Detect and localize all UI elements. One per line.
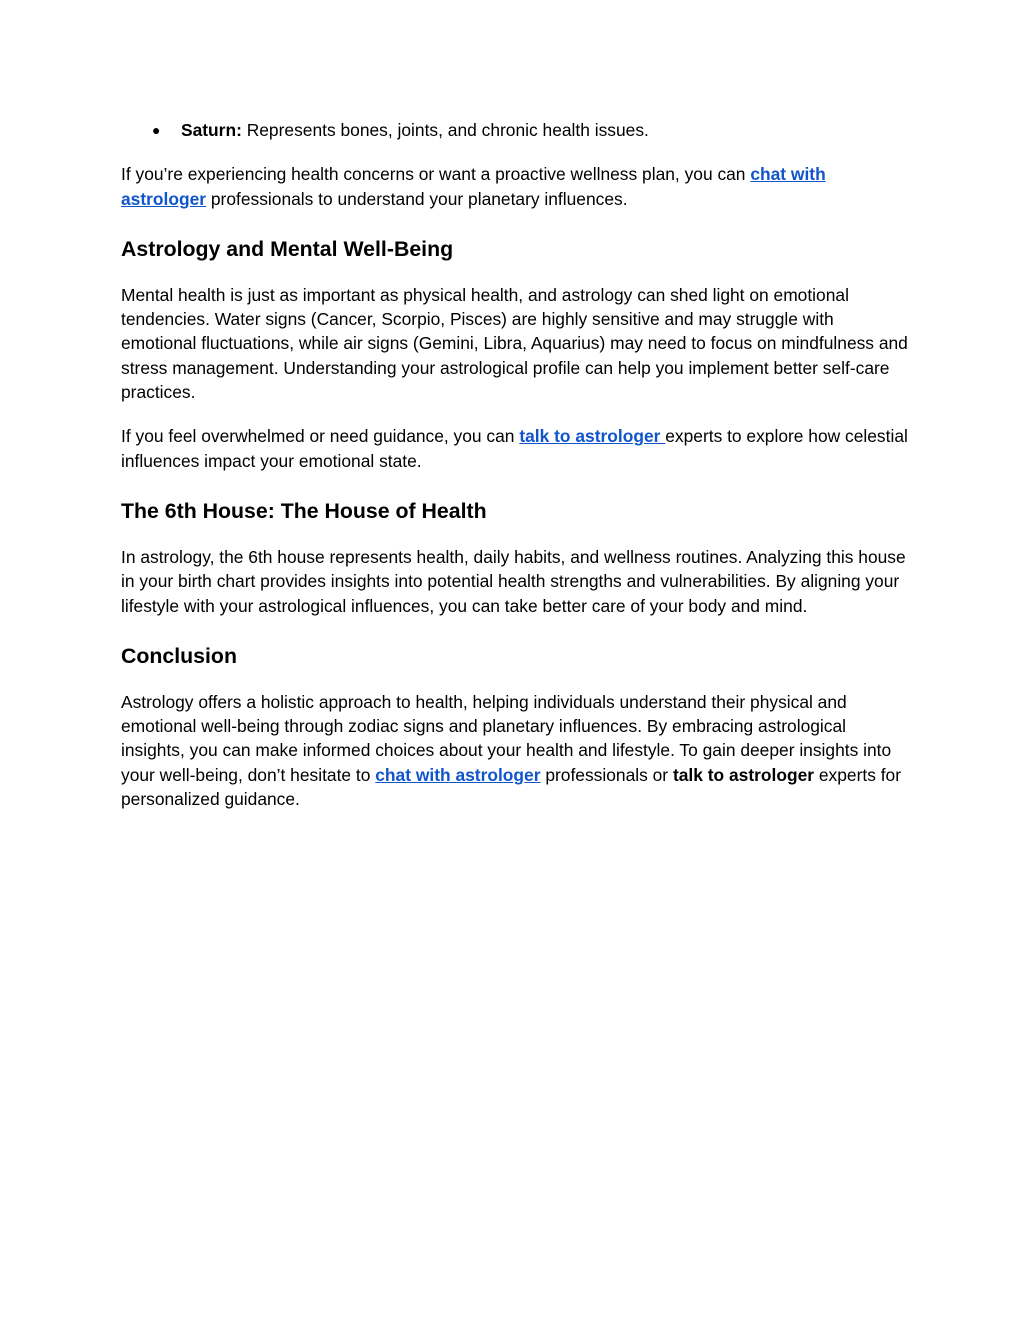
chat-with-astrologer-link[interactable]: chat with astrologer — [121, 164, 826, 209]
section-heading-conclusion: Conclusion — [121, 643, 237, 668]
paragraph-text: professionals to understand your planetary influences. — [206, 188, 628, 209]
paragraph-text: If you’re experiencing health concerns or want a proactive wellness plan, you can — [121, 164, 751, 185]
list-item-label: Saturn: — [181, 120, 242, 140]
talk-to-astrologer-link[interactable]: talk to astrologer — [519, 426, 666, 447]
paragraph-text: Astrology offers a holistic approach to health, helping individuals understand their physical and emotional well-being through zodiac signs and planetary influences. By embracing astrological insights, you can make informed choices about your health and lifestyle. To gain deeper insights into your well-being, don’t hesitate to — [121, 691, 892, 785]
planet-list — [121, 118, 911, 142]
bullet-icon: ● — [152, 122, 161, 138]
paragraph-6th-house: In astrology, the 6th house represents health, daily habits, and wellness routines. Analyzing this house in your birth chart provides insights into potential health strengths and vulnerabilities. By aligning your lifestyle with your astrological influences, you can take better care of your body and mind. — [121, 546, 906, 616]
bold-phrase: talk to astrologer — [672, 764, 815, 785]
paragraph-text: If you feel overwhelmed or need guidance, you can — [121, 426, 520, 447]
document-content — [121, 118, 911, 811]
section-heading-6th-house: The 6th House: The House of Health — [121, 498, 487, 523]
paragraph-mental-health: Mental health is just as important as physical health, and astrology can shed light on emotional tendencies. Water signs (Cancer, Scorpio, Pisces) are highly sensitive and may struggle with emotional fluctuations, while air signs (Gemini, Libra, Aquarius) may need to focus on mindfulness and stress management. Understanding your astrological profile can help you implement better self-care practices. — [121, 284, 908, 403]
paragraph-text: experts for personalized guidance. — [121, 764, 902, 810]
paragraph-text: experts to explore how celestial influences impact your emotional state. — [121, 426, 908, 471]
section-heading-mental-wellbeing: Astrology and Mental Well-Being — [121, 236, 454, 261]
paragraph-text: professionals or — [540, 764, 673, 785]
paragraph-conclusion — [121, 690, 911, 811]
chat-with-astrologer-link-conclusion[interactable]: chat with astrologer — [375, 764, 541, 785]
list-item-saturn — [121, 118, 911, 142]
list-item-text: Represents bones, joints, and chronic health issues. — [241, 120, 649, 140]
paragraph-guidance — [121, 424, 911, 473]
paragraph-health-concerns — [121, 162, 911, 211]
